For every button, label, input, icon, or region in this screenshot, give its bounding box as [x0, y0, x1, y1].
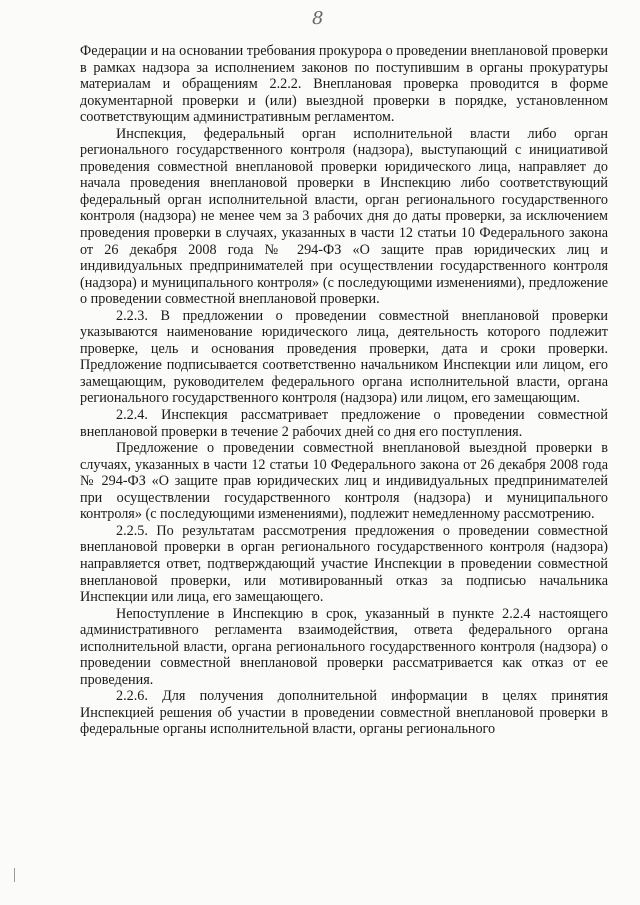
scan-margin-mark [14, 868, 15, 882]
paragraph: 2.2.6. Для получения дополнительной информации в целях принятия Инспекцией решения об участии в проведении совместной внеплановой проверки в федеральные органы исполнительной власти, органы регионального [80, 688, 608, 738]
page-number: 8 [312, 8, 324, 29]
paragraph: Непоступление в Инспекцию в срок, указанный в пункте 2.2.4 настоящего административного регламента взаимодействия, ответа федерального органа исполнительной власти, органа регионального государственного контроля (надзора) о проведении совместной внеплановой проверки рассматривается как отказ от ее проведения. [80, 605, 608, 688]
paragraph: 2.2.5. По результатам рассмотрения предложения о проведении совместной внеплановой проверки в орган регионального государственного контроля (надзора) направляется ответ, подтверждающий участие Инспекции в проведении совместной внеплановой проверки, или мотивированный отказ за подписью начальника Инспекции или лица, его замещающего. [80, 522, 608, 606]
paragraph: Инспекция, федеральный орган исполнительной власти либо орган регионального государственного контроля (надзора), выступающий с инициативой проведения совместной внеплановой проверки юридического лица, направляет до начала проведения внеплановой проверки в Инспекцию либо соответствующий федеральный орган исполнительной власти, орган регионального государственного контроля (надзора) не менее чем за 3 рабочих дня до даты проверки, за исключением проведения проверки в случаях, указанных в части 12 статьи 10 Федерального закона от 26 декабря 2008 года № 294-ФЗ «О защите прав юридических лиц и индивидуальных предпринимателей при осуществлении государственного контроля (надзора) и муниципального контроля» (с последующими изменениями), предложение о проведении совместной внеплановой проверки. [80, 125, 608, 308]
paragraph: 2.2.4. Инспекция рассматривает предложение о проведении совместной внеплановой проверки в течение 2 рабочих дней со дня его поступления. [80, 407, 608, 440]
paragraph: Предложение о проведении совместной внеплановой выездной проверки в случаях, указанных в части 12 статьи 10 Федерального закона от 26 декабря 2008 года № 294-ФЗ «О защите прав юридических лиц и индивидуальных предпринимателей при осуществлении государственного контроля (надзора) и муниципального контроля» (с последующими изменениями), подлежит немедленному рассмотрению. [80, 440, 608, 523]
paragraph: Федерации и на основании требования прокурора о проведении внеплановой проверки в рамках надзора за исполнением законов по поступившим в органы прокуратуры материалам и обращениям 2.2.2. Внеплановая проверка проводится в форме документарной проверки и (или) выездной проверки в порядке, установленном соответствующим административным регламентом. [80, 43, 608, 126]
paragraph: 2.2.3. В предложении о проведении совместной внеплановой проверки указываются наименование юридического лица, деятельность которого подлежит проверке, цель и основания проведения проверки, дата и сроки проверки. Предложение подписывается соответственно начальником Инспекции или лицом, его замещающим, руководителем федерального органа исполнительной власти, органа регионального государственного контроля (надзора) или лицом, его замещающим. [80, 307, 608, 407]
document-body [80, 43, 608, 738]
